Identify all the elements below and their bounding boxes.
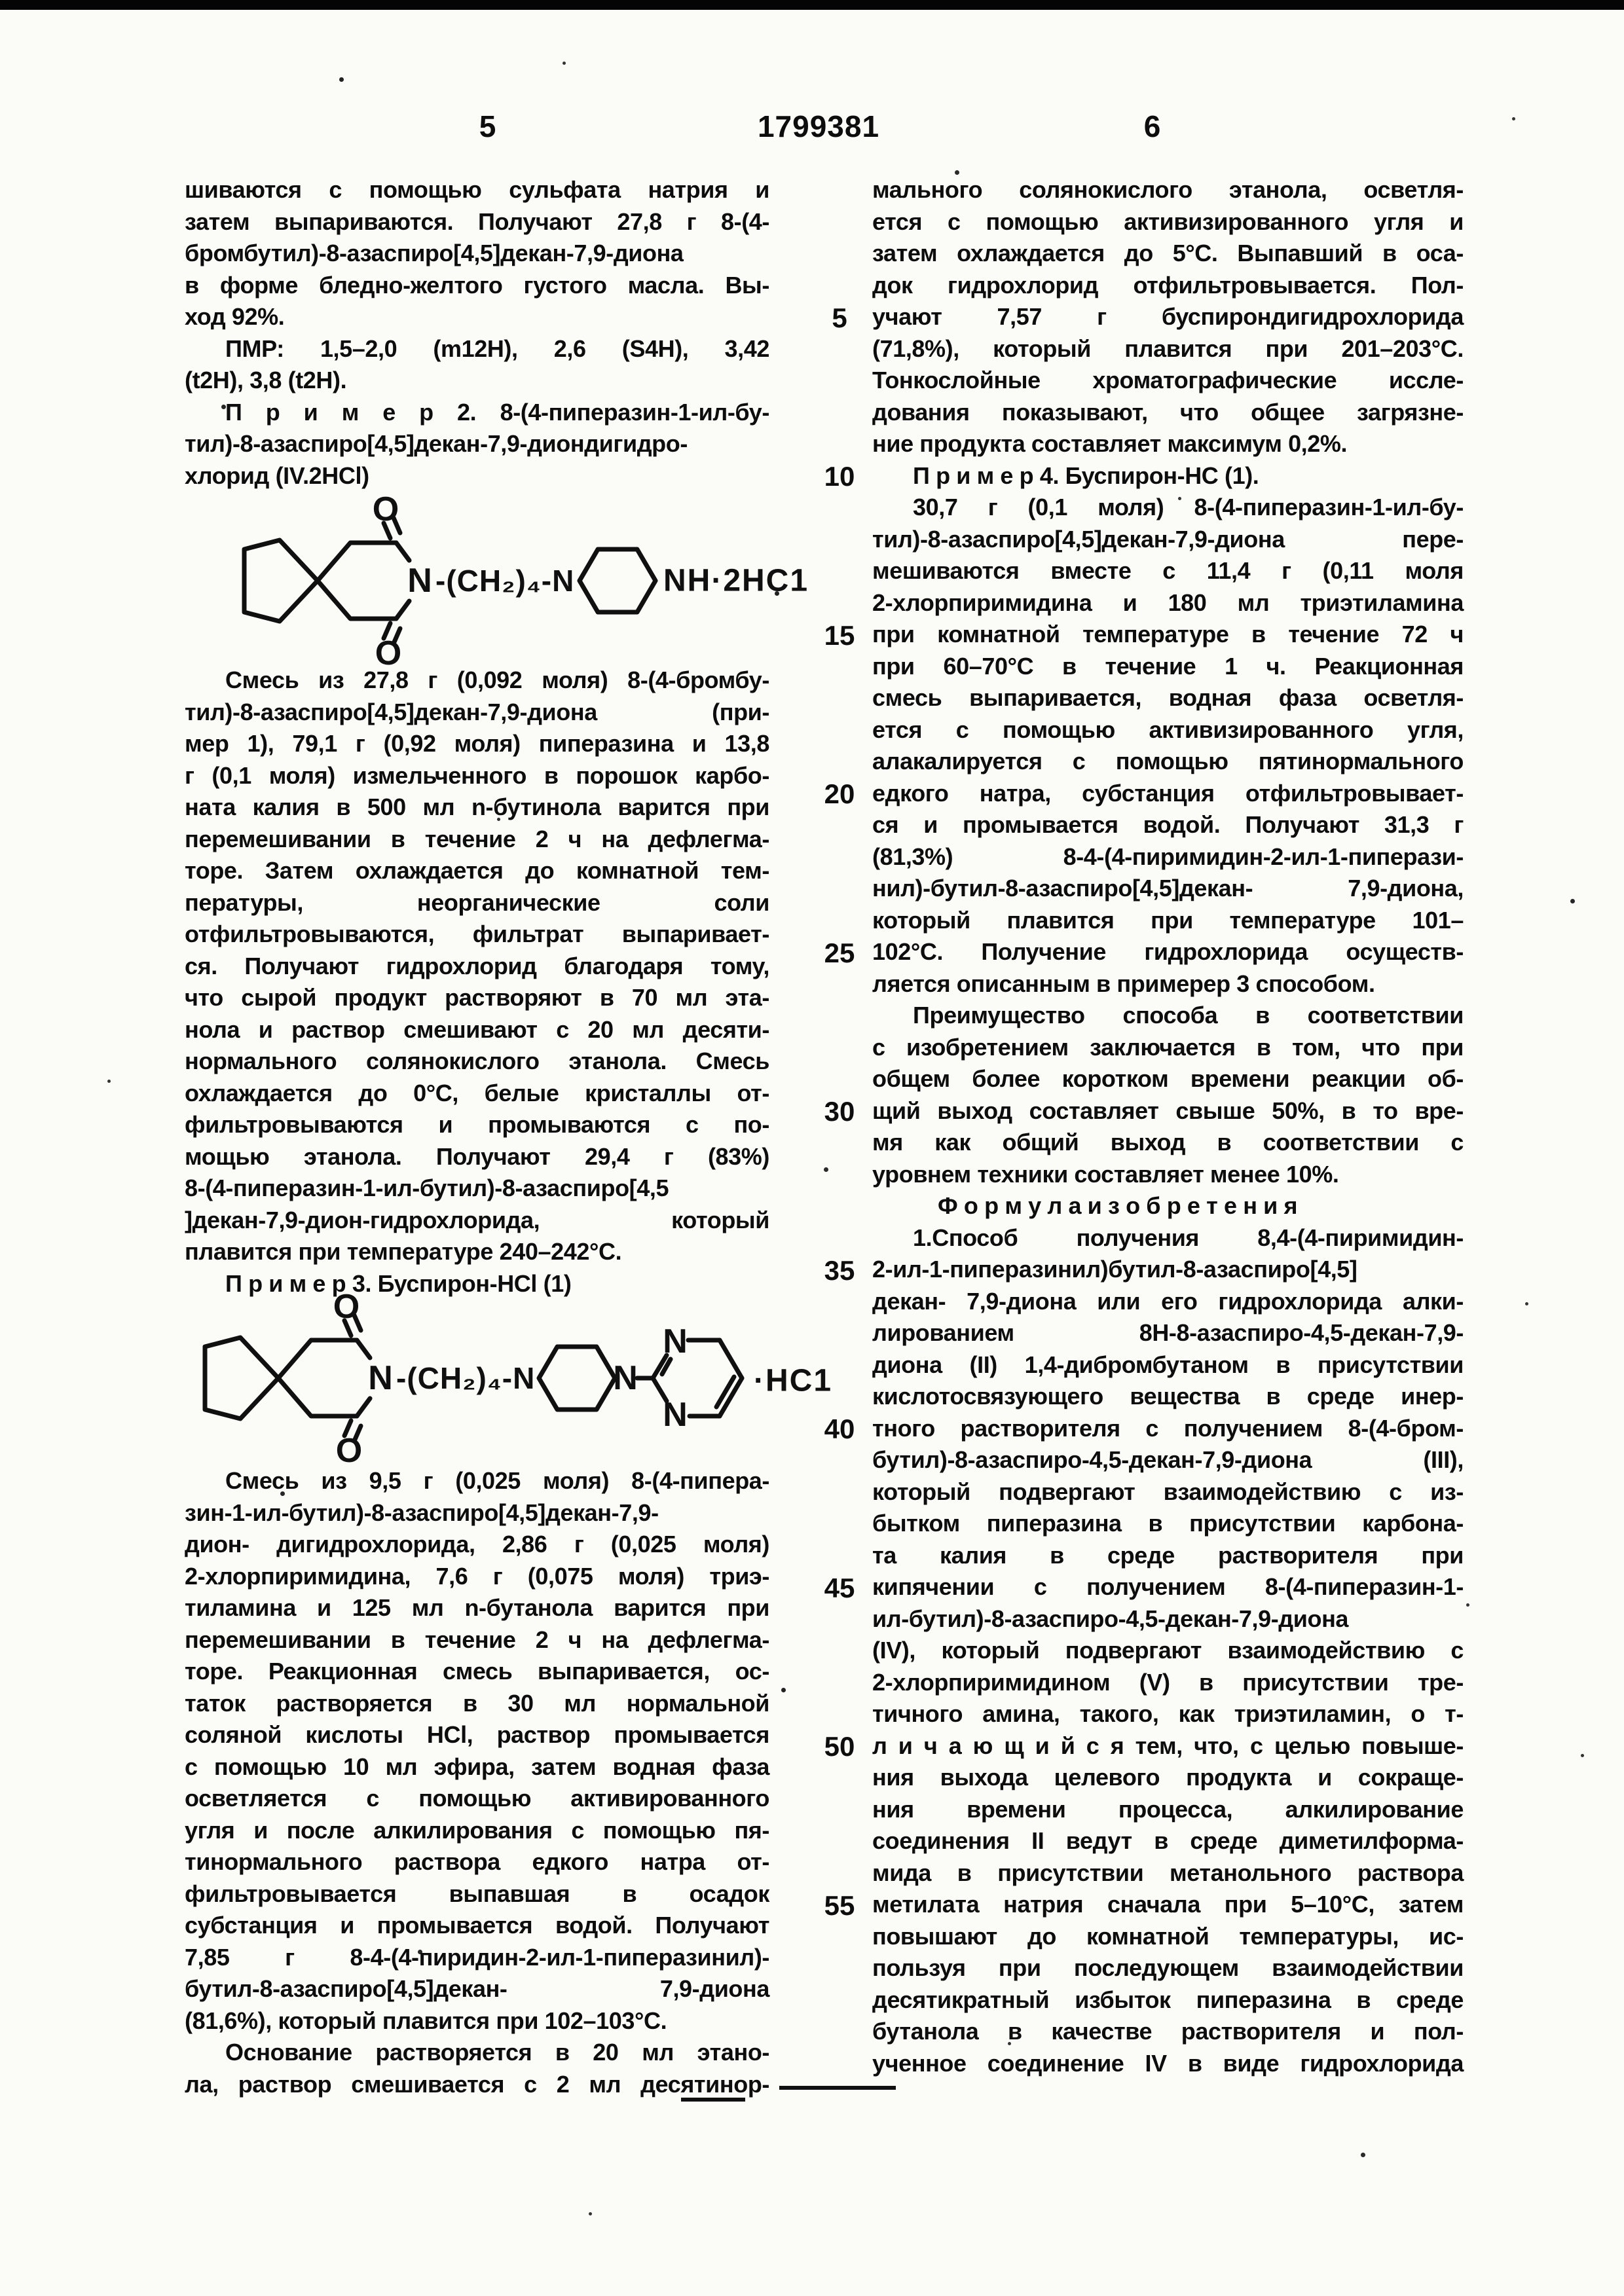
- nh-2hcl-label: NH·2HC1: [663, 563, 809, 598]
- text-line: бутил)-8-азаспиро-4,5-декан-7,9-диона (III),: [872, 1446, 1464, 1473]
- text-line: ла, раствор смешивается с 2 мл десятинор-: [185, 2070, 769, 2098]
- text-line: ния времени процесса, алкилирование: [872, 1795, 1464, 1823]
- text-line: декан- 7,9-диона или его гидрохлорида алки-: [872, 1287, 1464, 1315]
- line-number: 45: [824, 1573, 855, 1603]
- text-line: дион- дигидрохлорида, 2,86 г (0,025 моля): [185, 1531, 769, 1558]
- text-line: 102°С. Получение гидрохлорида осуществ-: [872, 938, 1464, 965]
- text-line: повышают до комнатной температуры, ис-: [872, 1922, 1464, 1950]
- text-line: ил-бутил)-8-азаспиро-4,5-декан-7,9-диона: [872, 1605, 1349, 1632]
- text-line: нола и раствор смешивают с 20 мл десяти-: [185, 1015, 769, 1043]
- text-line: мер 1), 79,1 г (0,92 моля) пиперазина и 13,8: [185, 730, 769, 757]
- left-column-part2: [185, 665, 769, 1300]
- text-line: 8-(4-пиперазин-1-ил-бутил)-8-азаспиро[4,5: [185, 1175, 669, 1201]
- text-line: метилата натрия сначала при 5–10°С, затем: [872, 1891, 1464, 1918]
- text-line: ся и промывается водой. Получают 31,3 г: [872, 811, 1464, 838]
- continuation-underline-right: [779, 2086, 896, 2090]
- text-line: л и ч а ю щ и й с я тем, что, с целью повыше-: [872, 1732, 1464, 1759]
- text-line: 2-ил-1-пиперазинил)бутил-8-азаспиро[4,5]: [872, 1256, 1357, 1283]
- text-line: ход 92%.: [185, 303, 285, 330]
- nitrogen-label-pyrimidine-top: N: [663, 1322, 688, 1360]
- bond: [396, 543, 409, 560]
- text-line: пользуя при последующем взаимодействии: [872, 1954, 1464, 1981]
- text-line: 30,7 г (0,1 моля) 8-(4-пиперазин-1-ил-бу-: [913, 494, 1464, 520]
- text-line: нормального солянокислого этанола. Смесь: [185, 1048, 769, 1074]
- piperazine-ring: [539, 1347, 615, 1410]
- text-line: хлорид (IV.2HCl): [185, 462, 369, 489]
- piperazine-ring: [580, 549, 655, 612]
- text-line: щий выход составляет свыше 50%, в то вре-: [872, 1097, 1464, 1124]
- line-number: 25: [824, 938, 855, 968]
- text-line: с изобретением заключается в том, что при: [872, 1033, 1464, 1061]
- right-column: [872, 174, 1464, 2079]
- scan-noise-speckles: [0, 0, 2, 2]
- text-line: Преимущество способа в соответствии: [913, 1002, 1464, 1029]
- nitrogen-label-pyrimidine-bottom: N: [663, 1396, 688, 1434]
- text-line: тинормального раствора едкого натра от-: [185, 1848, 769, 1875]
- line-number: 50: [824, 1731, 855, 1762]
- cyclopentane-ring: [244, 540, 318, 621]
- line-number: 10: [824, 461, 855, 492]
- text-line: охлаждается до 0°С, белые кристаллы от-: [185, 1079, 769, 1106]
- text-line: ляется описанным в примерер 3 способом.: [872, 970, 1375, 997]
- text-line: мида в присутствии метанольного раствора: [872, 1859, 1464, 1886]
- nitrogen-label-ring: N: [407, 562, 432, 600]
- text-line: Смесь из 27,8 г (0,092 моля) 8-(4-бромбу-: [225, 666, 769, 693]
- text-line: отфильтровываются, фильтрат выпаривает-: [185, 920, 769, 947]
- text-line: бромбутил)-8-азаспиро[4,5]декан-7,9-диона: [185, 240, 684, 266]
- pyrimidine-bond: [720, 1340, 742, 1378]
- text-line: учают 7,57 г буспирондигидрохлорида: [872, 303, 1464, 330]
- text-line: бутанола в качестве растворителя и пол-: [872, 2018, 1464, 2045]
- text-line: фильтровываются и промываются с по-: [185, 1111, 769, 1138]
- text-line: соединения II ведут в среде диметилформа-: [872, 1827, 1464, 1854]
- text-line: пературы, неорганические соли: [185, 888, 769, 916]
- line-number: 30: [824, 1096, 855, 1127]
- text-line: который плавится при температуре 101–: [872, 906, 1464, 934]
- text-line: тичного амина, такого, как триэтиламин, о т-: [872, 1700, 1464, 1727]
- chemical-structure-example2: [239, 490, 809, 672]
- text-line: зин-1-ил-бутил)-8-азаспиро[4,5]декан-7,9-: [185, 1499, 659, 1526]
- text-line: г (0,1 моля) измельченного в порошок карбо-: [185, 761, 769, 789]
- text-line: П р и м е р 2. 8-(4-пиперазин-1-ил-бу-: [225, 398, 769, 426]
- line-number: 55: [824, 1890, 855, 1921]
- text-line: затем выпариваются. Получают 27,8 г 8-(4-: [185, 208, 769, 235]
- text-line: фильтровывается выпавшая в осадок: [185, 1880, 769, 1907]
- text-line: тного растворителя с получением 8-(4-бром-: [872, 1414, 1464, 1442]
- text-line: который подвергают взаимодействию с из-: [872, 1478, 1464, 1505]
- text-line: 2-хлорпиримидина, 7,6 г (0,075 моля) триэ-: [185, 1562, 769, 1590]
- line-number: 35: [824, 1255, 855, 1286]
- text-line: ние продукта составляет максимум 0,2%.: [872, 430, 1348, 457]
- text-line: перемешивании в течение 2 ч на дефлегма-: [185, 1626, 769, 1653]
- text-line: затем охлаждается до 5°С. Выпавший в оса-: [872, 240, 1464, 266]
- text-line: мощью этанола. Получают 29,4 г (83%): [185, 1142, 769, 1170]
- text-line: что сырой продукт растворяют в 70 мл эта-: [185, 984, 769, 1011]
- text-line: ]декан-7,9-дион-гидрохлорида, который: [185, 1206, 769, 1233]
- text-line: (81,6%), который плавится при 102–103°С.: [185, 2007, 667, 2034]
- patent-number: 1799381: [757, 109, 880, 143]
- text-line: ется с помощью активизированного угля,: [872, 716, 1464, 743]
- text-line: с помощью 10 мл эфира, затем водная фаза: [185, 1753, 769, 1780]
- butyl-chain-label: -(CH₂)₄-N: [396, 1361, 536, 1395]
- text-line: лированием 8Н-8-азаспиро-4,5-декан-7,9-: [872, 1319, 1464, 1346]
- text-line: диона (II) 1,4-дибромбутаном в присутствии: [872, 1351, 1464, 1378]
- text-line: ния выхода целевого продукта и сокраще-: [872, 1764, 1464, 1791]
- text-line: перемешивании в течение 2 ч на дефлегма-: [185, 825, 769, 852]
- text-line: ся. Получают гидрохлорид благодаря тому,: [185, 952, 769, 979]
- text-line: бытком пиперазина в присутствии карбона-: [872, 1510, 1464, 1537]
- text-line: (71,8%), который плавится при 201–203°С.: [872, 335, 1464, 362]
- text-line: алакалируется с помощью пятинормального: [872, 748, 1464, 774]
- text-line: общем более коротком времени реакции об-: [872, 1065, 1464, 1092]
- text-line: мешиваются вместе с 11,4 г (0,11 моля: [872, 557, 1464, 584]
- text-line: торе. Реакционная смесь выпаривается, ос-: [185, 1658, 769, 1685]
- text-line: Смесь из 9,5 г (0,025 моля) 8-(4-пипера-: [225, 1467, 769, 1494]
- text-line: та калия в среде растворителя при: [872, 1541, 1464, 1569]
- text-line: ПМР: 1,5–2,0 (m12H), 2,6 (S4H), 3,42: [225, 335, 769, 362]
- text-line: дования показывают, что общее загрязне-: [872, 398, 1464, 426]
- text-line: ученное соединение IV в виде гидрохлорида: [872, 2049, 1464, 2077]
- oxygen-label-top: O: [333, 1288, 360, 1326]
- text-line: соляной кислоты HCl, раствор промывается: [185, 1721, 769, 1748]
- bond: [357, 1398, 370, 1416]
- imide-ring: [278, 1340, 357, 1416]
- text-line: кипячении с получением 8-(4-пиперазин-1-: [872, 1573, 1464, 1600]
- text-line: ется с помощью активизированного угля и: [872, 208, 1464, 235]
- nitrogen-label-piperazine: N: [613, 1359, 638, 1397]
- text-line: П р и м е р 4. Буспирон-НС (1).: [913, 462, 1259, 489]
- bond: [396, 601, 409, 619]
- text-line: (81,3%) 8-4-(4-пиримидин-2-ил-1-пиперази-: [872, 843, 1464, 870]
- text-line: шиваются с помощью сульфата натрия и: [185, 176, 769, 203]
- text-line: Основание растворяется в 20 мл этано-: [225, 2039, 769, 2066]
- cyclopentane-ring: [205, 1338, 278, 1419]
- text-line: ната калия в 500 мл n-бутинола варится при: [185, 793, 769, 820]
- text-line: тиламина и 125 мл n-бутанола варится при: [185, 1594, 769, 1621]
- text-line: при комнатной температуре в течение 72 ч: [872, 621, 1464, 647]
- text-line: торе. Затем охлаждается до комнатной тем-: [185, 857, 769, 884]
- text-line: субстанция и промывается водой. Получают: [185, 1912, 769, 1939]
- text-line: осветляется с помощью активированного: [185, 1785, 769, 1812]
- text-line: тил)-8-азаспиро[4,5]декан-7,9-диондигидро-: [185, 430, 688, 457]
- line-number: 40: [824, 1413, 855, 1444]
- chemical-structure-example3: [200, 1288, 833, 1470]
- text-line: 1.Способ получения 8,4-(4-пиримидин-: [913, 1224, 1464, 1251]
- line-number: 15: [824, 620, 855, 651]
- text-line: мального солянокислого этанола, осветля-: [872, 176, 1464, 203]
- oxygen-label-bottom: O: [375, 634, 402, 672]
- text-line: при 60–70°С в течение 1 ч. Реакционная: [872, 652, 1464, 680]
- left-column-part3: [185, 1465, 769, 2100]
- scan-edge-bar: [0, 0, 1624, 10]
- page-number-left: 5: [479, 109, 497, 143]
- text-line: док гидрохлорид отфильтровывается. Пол-: [872, 271, 1464, 299]
- text-line: (t2H), 3,8 (t2H).: [185, 367, 347, 393]
- claims-heading: Ф о р м у л а и з о б р е т е н и я: [938, 1192, 1298, 1219]
- text-line: (IV), который подвергают взаимодействию с: [872, 1637, 1464, 1664]
- bond: [357, 1340, 370, 1358]
- line-number: 20: [824, 778, 855, 809]
- text-line: 2-хлорпиримидина и 180 мл триэтиламина: [872, 589, 1464, 616]
- text-line: уровнем техники составляет менее 10%.: [872, 1160, 1339, 1188]
- text-line: плавится при температуре 240–242°С.: [185, 1238, 622, 1265]
- imide-ring: [318, 543, 396, 619]
- text-line: в форме бледно-желтого густого масла. Вы-: [185, 271, 769, 299]
- text-line: угля и после алкилирования с помощью пя-: [185, 1816, 769, 1844]
- text-line: таток растворяется в 30 мл нормальной: [185, 1689, 769, 1717]
- text-line: Тонкослойные хроматографические иссле-: [872, 367, 1464, 393]
- continuation-underline-left: [681, 2098, 745, 2102]
- oxygen-label-bottom: O: [335, 1432, 363, 1470]
- text-line: 7,85 г 8-4-(4-пиридин-2-ил-1-пиперазинил)-: [185, 1943, 769, 1971]
- hcl-salt-label: ·HC1: [754, 1363, 833, 1398]
- text-line: 2-хлорпиримидином (V) в присутствии тре-: [872, 1668, 1464, 1696]
- left-column-part1: [185, 174, 769, 492]
- text-line: П р и м е р 3. Буспирон-HCl (1): [225, 1269, 572, 1297]
- text-line: тил)-8-азаспиро[4,5]декан-7,9-диона пере-: [872, 525, 1464, 553]
- oxygen-label-top: O: [372, 490, 399, 528]
- text-line: кислотосвязующего вещества в среде инер-: [872, 1383, 1464, 1410]
- page-number-right: 6: [1143, 109, 1162, 143]
- text-line: тил)-8-азаспиро[4,5]декан-7,9-диона (при-: [185, 698, 769, 725]
- text-line: бутил-8-азаспиро[4,5]декан- 7,9-диона: [185, 1975, 769, 2002]
- nitrogen-label-ring: N: [368, 1359, 393, 1397]
- text-line: смесь выпаривается, водная фаза осветля-: [872, 684, 1464, 711]
- text-line: мя как общий выход в соответствии с: [872, 1129, 1464, 1156]
- line-number: 5: [832, 302, 847, 333]
- butyl-chain-label: -(CH₂)₄-N: [435, 564, 575, 598]
- text-line: едкого натра, субстанция отфильтровывает-: [872, 779, 1464, 807]
- text-line: десятикратный избыток пиперазина в среде: [872, 1986, 1464, 2013]
- text-line: нил)-бутил-8-азаспиро[4,5]декан- 7,9-диона,: [872, 875, 1464, 902]
